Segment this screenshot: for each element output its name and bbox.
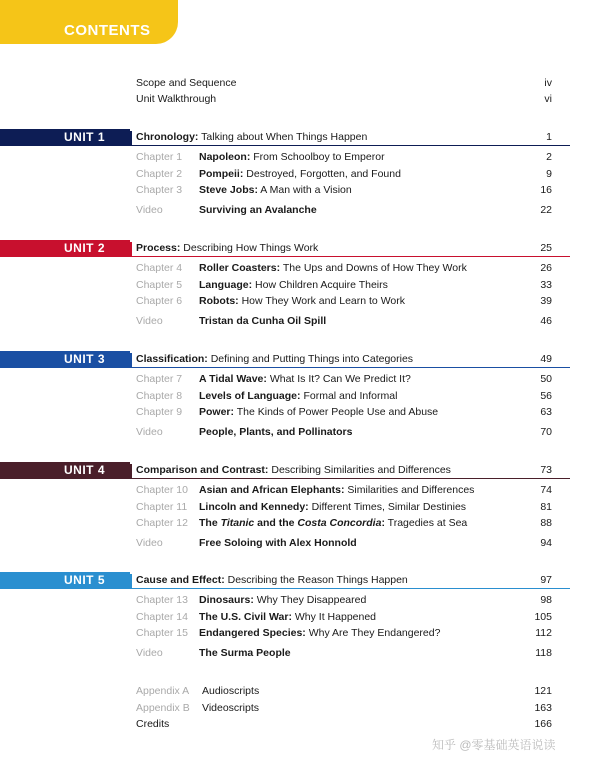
toc-entry-title: Unit Walkthrough [136, 93, 217, 105]
toc-entry-page: 16 [540, 184, 552, 196]
chapter-label: Chapter 2 [136, 167, 183, 180]
chapter-topic: Language: [199, 278, 253, 291]
toc-entry-page: 9 [546, 167, 552, 180]
chapter-subtitle: A Man with a Vision [260, 184, 352, 196]
unit-heading[interactable] [0, 351, 600, 367]
chapter-subtitle: Similarities and Differences [347, 484, 475, 496]
video-title: People, Plants, and Pollinators [199, 426, 353, 438]
chapter-label: Chapter 12 [136, 517, 188, 529]
chapter-entry[interactable] [0, 404, 600, 420]
chapter-subtitle: Destroyed, Forgotten, and Found [246, 167, 401, 180]
unit-label: UNIT 1 [64, 130, 106, 144]
chapter-topic: Dinosaurs: [199, 594, 254, 606]
unit-heading-subtitle: Talking about When Things Happen [201, 131, 368, 143]
unit-heading-subtitle: Describing How Things Work [183, 242, 319, 254]
chapter-label: Chapter 11 [136, 500, 188, 513]
chapter-topic: Napoleon: [199, 151, 251, 163]
toc-entry-page: 118 [535, 647, 552, 659]
chapter-entry[interactable] [0, 592, 600, 608]
video-entry[interactable] [0, 535, 600, 551]
chapter-title [199, 404, 438, 420]
unit-heading-text [136, 129, 367, 145]
chapter-entry[interactable] [0, 166, 600, 182]
unit-heading[interactable] [0, 572, 600, 588]
toc-entry-page: 56 [540, 389, 552, 402]
chapter-subtitle: Why It Happened [294, 610, 377, 623]
unit-heading-text [136, 462, 451, 478]
chapter-label: Chapter 9 [136, 406, 183, 418]
unit-heading-text [136, 572, 408, 588]
chapter-entry[interactable] [0, 388, 600, 404]
unit-heading[interactable] [0, 240, 600, 256]
toc-entry-page: 121 [534, 685, 552, 697]
toc-entry-appendix-a[interactable] [0, 683, 600, 699]
video-label: Video [136, 426, 163, 438]
toc-entry-page: 33 [540, 278, 552, 291]
chapter-label: Chapter 8 [136, 389, 183, 402]
unit-label: UNIT 3 [64, 352, 106, 366]
video-title: Tristan da Cunha Oil Spill [199, 315, 327, 327]
chapter-title [199, 592, 366, 608]
toc-entry-page: iv [544, 77, 552, 89]
chapter-label: Chapter 10 [136, 484, 188, 496]
toc-entry-page: vi [544, 93, 552, 105]
toc-entry-page: 73 [540, 464, 552, 476]
appendix-label: Appendix B [136, 702, 190, 714]
toc-entry-page: 74 [540, 484, 552, 496]
chapter-entry[interactable] [0, 182, 600, 198]
chapter-subtitle: Why Are They Endangered? [308, 627, 441, 639]
chapter-label: Chapter 14 [136, 610, 188, 623]
toc-entry-page: 26 [540, 262, 552, 274]
unit-heading-topic: Process: [136, 242, 181, 254]
chapter-topic: Steve Jobs: [199, 184, 258, 196]
video-title: Free Soloing with Alex Honnold [199, 537, 357, 549]
toc-entry-page: 163 [534, 702, 552, 714]
chapter-subtitle: How Children Acquire Theirs [255, 278, 388, 291]
toc-entry-page: 2 [546, 151, 552, 163]
toc-entry-title: Scope and Sequence [136, 77, 237, 89]
chapter-subtitle: How They Work and Learn to Work [241, 295, 405, 307]
video-label: Video [136, 537, 163, 549]
chapter-entry[interactable] [0, 277, 600, 293]
toc-entry-page: 94 [540, 537, 552, 549]
chapter-subtitle: What Is It? Can We Predict It? [269, 373, 411, 385]
toc-entry-page: 39 [540, 295, 552, 307]
chapter-subtitle: Why They Disappeared [256, 594, 367, 606]
toc-entry-title: Credits [136, 718, 170, 730]
video-label: Video [136, 315, 163, 327]
chapter-title [199, 499, 466, 515]
chapter-topic: Pompeii: [199, 167, 244, 180]
toc-entry-page: 49 [540, 353, 552, 365]
toc-entry-page: 70 [540, 426, 552, 438]
toc-entry-appendix-b[interactable] [0, 700, 600, 716]
unit-heading-text [136, 351, 413, 367]
chapter-topic: A Tidal Wave: [199, 373, 267, 385]
chapter-topic: Asian and African Elephants: [199, 484, 345, 496]
chapter-title [199, 293, 405, 309]
chapter-subtitle: Tragedies at Sea [387, 517, 468, 529]
toc-entry-page: 98 [540, 594, 552, 606]
chapter-title [199, 277, 388, 293]
toc-entry-walkthrough[interactable] [0, 91, 600, 107]
chapter-label: Chapter 1 [136, 151, 183, 163]
toc-entry-page: 63 [540, 406, 552, 418]
video-entry[interactable] [0, 313, 600, 329]
toc-entry-credits[interactable] [0, 716, 600, 732]
chapter-title [199, 166, 401, 182]
unit-heading-topic: Comparison and Contrast: [136, 464, 269, 476]
unit-rule-line [130, 367, 570, 368]
chapter-topic: Power: [199, 406, 235, 418]
toc-entry-page: 97 [540, 574, 552, 586]
toc-entry-page: 112 [535, 627, 552, 639]
unit-heading-topic: Cause and Effect: [136, 574, 225, 586]
watermark: 知乎 @零基础英语说读 [432, 738, 556, 752]
chapter-label: Chapter 4 [136, 262, 183, 274]
video-title: Surviving an Avalanche [199, 204, 317, 216]
unit-heading[interactable] [0, 462, 600, 478]
chapter-label: Chapter 7 [136, 373, 183, 385]
video-entry[interactable] [0, 645, 600, 661]
chapter-subtitle: The Ups and Downs of How They Work [282, 262, 467, 274]
chapter-topic: Levels of Language: [199, 389, 301, 402]
chapter-title [199, 625, 440, 641]
toc-entry-page: 50 [540, 373, 552, 385]
chapter-subtitle: Formal and Informal [303, 389, 398, 402]
toc-entry-page: 81 [540, 500, 552, 513]
appendix-label: Appendix A [136, 685, 190, 697]
video-label: Video [136, 204, 163, 216]
chapter-label: Chapter 3 [136, 184, 183, 196]
chapter-title [199, 371, 411, 387]
chapter-title [199, 515, 467, 531]
toc-entry-scope[interactable] [0, 75, 600, 91]
chapter-title [199, 149, 385, 165]
unit-label: UNIT 5 [64, 573, 106, 587]
unit-heading-topic: Chronology: [136, 131, 199, 143]
chapter-entry[interactable] [0, 482, 600, 498]
chapter-topic: Roller Coasters: [199, 262, 281, 274]
contents-header-tab [0, 0, 178, 44]
video-title: The Surma People [199, 647, 291, 659]
page-title: CONTENTS [64, 22, 151, 39]
chapter-entry[interactable] [0, 625, 600, 641]
unit-rule-line [130, 256, 570, 257]
unit-heading[interactable] [0, 129, 600, 145]
video-entry[interactable] [0, 202, 600, 218]
unit-rule-line [130, 145, 570, 146]
chapter-entry[interactable] [0, 149, 600, 165]
unit-heading-subtitle: Describing the Reason Things Happen [227, 574, 408, 586]
chapter-entry[interactable] [0, 293, 600, 309]
unit-label: UNIT 4 [64, 463, 106, 477]
unit-heading-topic: Classification: [136, 353, 208, 365]
chapter-topic: Endangered Species: [199, 627, 306, 639]
unit-heading-subtitle: Defining and Putting Things into Categories [210, 353, 414, 365]
toc-entry-page: 88 [540, 517, 552, 529]
chapter-label: Chapter 13 [136, 594, 188, 606]
chapter-title [199, 388, 397, 404]
chapter-title [199, 260, 467, 276]
chapter-entry[interactable] [0, 260, 600, 276]
chapter-title [199, 482, 474, 498]
toc-entry-page: 25 [540, 242, 552, 254]
unit-label: UNIT 2 [64, 241, 106, 255]
unit-rule-line [130, 478, 570, 479]
chapter-entry[interactable] [0, 515, 600, 531]
chapter-topic: Lincoln and Kennedy: [199, 500, 309, 513]
toc-entry-page: 1 [546, 131, 552, 143]
toc-entry-page: 46 [540, 315, 552, 327]
chapter-topic: The Titanic and the Costa Concordia: [199, 517, 385, 529]
unit-rule-line [130, 588, 570, 589]
toc-entry-title: Videoscripts [202, 702, 260, 714]
video-label: Video [136, 647, 163, 659]
chapter-entry[interactable] [0, 371, 600, 387]
chapter-label: Chapter 6 [136, 295, 183, 307]
toc-entry-title: Audioscripts [202, 685, 260, 697]
chapter-label: Chapter 15 [136, 627, 188, 639]
unit-heading-text [136, 240, 318, 256]
toc-entry-page: 166 [534, 718, 552, 730]
toc-entry-page: 105 [534, 610, 552, 623]
chapter-subtitle: Different Times, Similar Destinies [311, 500, 467, 513]
video-entry[interactable] [0, 424, 600, 440]
unit-heading-subtitle: Describing Similarities and Differences [271, 464, 451, 476]
chapter-title [199, 182, 352, 198]
chapter-subtitle: From Schoolboy to Emperor [253, 151, 385, 163]
chapter-subtitle: The Kinds of Power People Use and Abuse [236, 406, 439, 418]
toc-entry-page: 22 [540, 204, 552, 216]
chapter-label: Chapter 5 [136, 278, 183, 291]
chapter-entry[interactable] [0, 609, 600, 625]
chapter-title [199, 609, 376, 625]
chapter-entry[interactable] [0, 499, 600, 515]
chapter-topic: Robots: [199, 295, 239, 307]
chapter-topic: The U.S. Civil War: [199, 610, 292, 623]
